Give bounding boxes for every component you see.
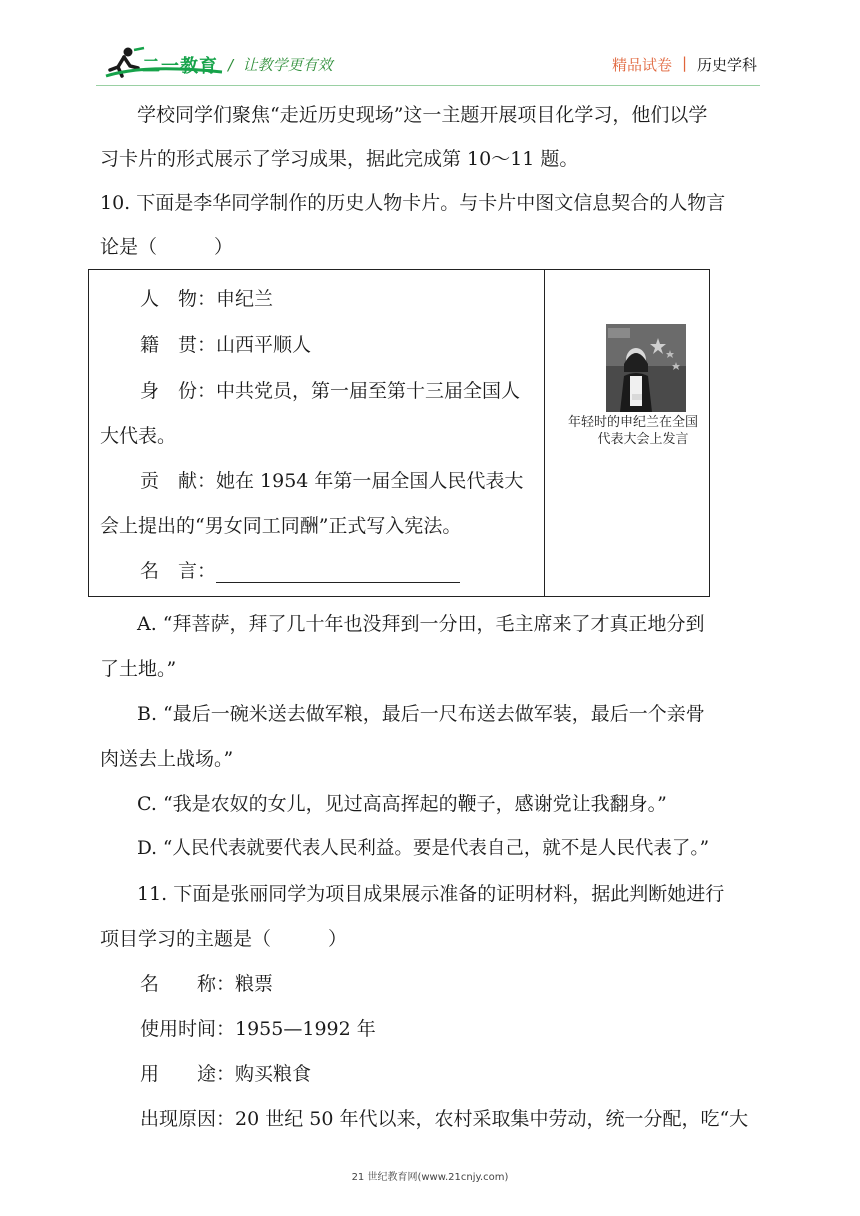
option-a-line-1: A. “拜菩萨，拜了几十年也没拜到一分田，毛主席来了才真正地分到 — [137, 613, 705, 635]
intro-line-2: 习卡片的形式展示了学习成果，据此完成第 10～11 题。 — [100, 148, 579, 170]
option-a-line-2: 了土地。” — [100, 658, 177, 680]
card-contribution-line-2: 会上提出的“男女同工同酬”正式写入宪法。 — [100, 515, 462, 537]
logo-text: 二一教育 — [142, 56, 218, 77]
quote-blank-line — [216, 562, 460, 583]
tag-premium: 精品试卷 — [612, 56, 673, 74]
option-b-line-1: B. “最后一碗米送去做军粮，最后一尺布送去做军装，最后一个亲骨 — [137, 703, 705, 725]
q11-stem-line-1: 11. 下面是张丽同学为项目成果展示准备的证明材料，据此判断她进行 — [137, 883, 725, 905]
card-contribution-line-1: 贡 献：她在 1954 年第一届全国人民代表大 — [140, 470, 524, 492]
slogan-text: 让教学更有效 — [242, 56, 333, 74]
card-divider — [544, 269, 545, 597]
q11-reason: 出现原因：20 世纪 50 年代以来，农村采取集中劳动，统一分配，吃“大 — [140, 1108, 749, 1130]
slogan: / 让教学更有效 — [228, 56, 333, 74]
card-identity-line-2: 大代表。 — [100, 425, 177, 447]
shen-jilan-photo — [606, 324, 686, 412]
card-quote — [140, 559, 460, 583]
q11-period: 使用时间：1955—1992 年 — [140, 1018, 376, 1040]
tag-separator: | — [682, 54, 688, 72]
photo-caption-line-1: 年轻时的申纪兰在全国 — [567, 415, 698, 430]
page-footer: 21 世纪教育网(www.21cnjy.com) — [351, 1172, 509, 1183]
card-origin: 籍 贯：山西平顺人 — [140, 334, 312, 356]
page-header — [0, 0, 860, 88]
q10-stem-line-2: 论是（ ） — [100, 236, 234, 258]
intro-line-1: 学校同学们聚焦“走近历史现场”这一主题开展项目化学习，他们以学 — [137, 104, 708, 126]
q11-usage: 用 途：购买粮食 — [140, 1063, 312, 1085]
tag-subject: 历史学科 — [697, 56, 758, 74]
header-divider — [96, 85, 760, 86]
photo-caption-line-2: 代表大会上发言 — [597, 432, 689, 447]
q11-name: 名 称：粮票 — [140, 973, 274, 995]
q11-stem-line-2: 项目学习的主题是（ ） — [100, 928, 348, 950]
card-person: 人 物：申纪兰 — [140, 288, 274, 310]
option-d: D. “人民代表就要代表人民利益。要是代表自己，就不是人民代表了。” — [137, 838, 710, 859]
q10-stem-line-1: 10. 下面是李华同学制作的历史人物卡片。与卡片中图文信息契合的人物言 — [100, 192, 726, 214]
option-b-line-2: 肉送去上战场。” — [100, 748, 234, 770]
card-quote-label: 名 言： — [140, 560, 217, 582]
option-c: C. “我是农奴的女儿，见过高高挥起的鞭子，感谢党让我翻身。” — [137, 793, 667, 815]
card-identity-line-1: 身 份：中共党员，第一届至第十三届全国人 — [140, 380, 521, 402]
